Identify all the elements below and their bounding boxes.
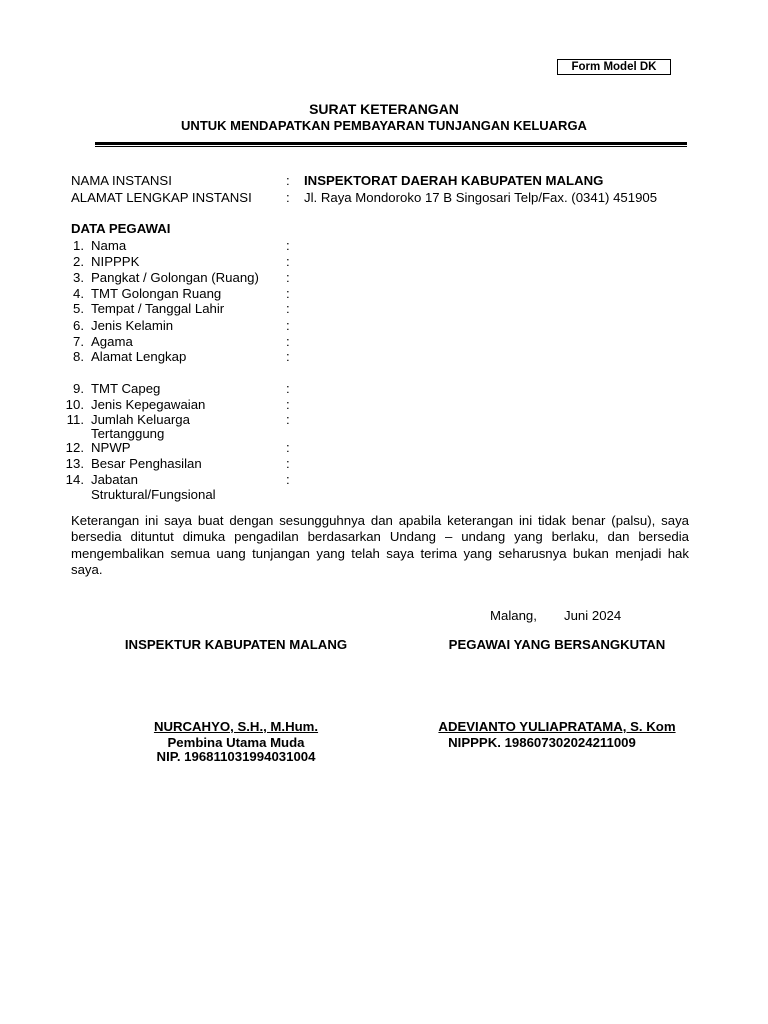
item-label: Jabatan bbox=[91, 472, 138, 487]
item-colon: : bbox=[286, 334, 290, 349]
left-signatory-rank: Pembina Utama Muda bbox=[167, 735, 305, 750]
item-number: 2. bbox=[73, 254, 84, 269]
item-colon: : bbox=[286, 412, 290, 427]
item-label-continued: Tertanggung bbox=[91, 426, 165, 441]
item-colon: : bbox=[286, 254, 290, 269]
item-label: Besar Penghasilan bbox=[91, 456, 202, 471]
right-signatory-role: PEGAWAI YANG BERSANGKUTAN bbox=[448, 637, 666, 652]
item-label: TMT Golongan Ruang bbox=[91, 286, 222, 301]
item-number: 7. bbox=[73, 334, 84, 349]
item-label: Jumlah Keluarga bbox=[91, 412, 190, 427]
left-signatory-name: NURCAHYO, S.H., M.Hum. bbox=[153, 719, 319, 734]
item-label: NIPPPK bbox=[91, 254, 140, 269]
item-label: Agama bbox=[91, 334, 133, 349]
item-number: 3. bbox=[73, 270, 84, 285]
instansi-name-colon: : bbox=[286, 173, 290, 188]
right-signatory-name: ADEVIANTO YULIAPRATAMA, S. Kom bbox=[438, 719, 676, 734]
item-colon: : bbox=[286, 397, 290, 412]
left-signatory-id: NIP. 196811031994031004 bbox=[156, 749, 316, 764]
item-colon: : bbox=[286, 381, 290, 396]
form-model-box: Form Model DK bbox=[557, 59, 671, 75]
item-label-continued: Struktural/Fungsional bbox=[91, 487, 216, 502]
item-colon: : bbox=[286, 440, 290, 455]
right-signatory-id: NIPPPK. 198607302024211009 bbox=[448, 735, 636, 750]
title-rule-thin bbox=[95, 146, 687, 147]
item-number: 11. bbox=[66, 412, 84, 427]
item-label: Jenis Kelamin bbox=[91, 318, 174, 333]
item-number: 8. bbox=[73, 349, 84, 364]
date-text: Juni 2024 bbox=[564, 608, 622, 623]
item-colon: : bbox=[286, 270, 290, 285]
item-colon: : bbox=[286, 286, 290, 301]
item-number: 1. bbox=[73, 238, 84, 253]
item-colon: : bbox=[286, 456, 290, 471]
item-label: Tempat / Tanggal Lahir bbox=[91, 301, 225, 316]
item-colon: : bbox=[286, 238, 290, 253]
item-number: 12. bbox=[65, 440, 84, 455]
document-subtitle: UNTUK MENDAPATKAN PEMBAYARAN TUNJANGAN KELUARGA bbox=[181, 118, 587, 133]
item-colon: : bbox=[286, 472, 290, 487]
item-number: 5. bbox=[73, 301, 84, 316]
document-title: SURAT KETERANGAN bbox=[309, 101, 459, 117]
instansi-name-label: NAMA INSTANSI bbox=[71, 173, 172, 188]
place-text: Malang, bbox=[490, 608, 537, 623]
item-label: TMT Capeg bbox=[91, 381, 161, 396]
instansi-address-label: ALAMAT LENGKAP INSTANSI bbox=[71, 190, 252, 205]
item-label: Alamat Lengkap bbox=[91, 349, 187, 364]
instansi-name-value: INSPEKTORAT DAERAH KABUPATEN MALANG bbox=[304, 173, 604, 188]
item-colon: : bbox=[286, 318, 290, 333]
item-label: Nama bbox=[91, 238, 127, 253]
item-number: 14. bbox=[65, 472, 84, 487]
instansi-address-colon: : bbox=[286, 190, 290, 205]
title-rule-thick bbox=[95, 142, 687, 145]
item-number: 4. bbox=[73, 286, 84, 301]
item-number: 10. bbox=[65, 397, 84, 412]
item-label: Jenis Kepegawaian bbox=[91, 397, 206, 412]
statement-paragraph: Keterangan ini saya buat dengan sesungguhnya dan apabila keterangan ini tidak benar (palsu), saya bersedia dituntut dimuka pengadilan berdasarkan Undang – undang yang berlaku, dan bersedia mengembalikan semua uang tunjangan yang telah saya terima yang seharusnya bukan menjadi hak saya. bbox=[71, 513, 689, 577]
data-pegawai-heading: DATA PEGAWAI bbox=[71, 221, 171, 236]
item-number: 6. bbox=[73, 318, 84, 333]
left-signatory-role: INSPEKTUR KABUPATEN MALANG bbox=[124, 637, 348, 652]
instansi-address-value: Jl. Raya Mondoroko 17 B Singosari Telp/Fax. (0341) 451905 bbox=[304, 190, 658, 205]
item-number: 13. bbox=[65, 456, 84, 471]
item-colon: : bbox=[286, 349, 290, 364]
item-label: Pangkat / Golongan (Ruang) bbox=[91, 270, 259, 285]
item-colon: : bbox=[286, 301, 290, 316]
item-number: 9. bbox=[73, 381, 84, 396]
item-label: NPWP bbox=[91, 440, 131, 455]
